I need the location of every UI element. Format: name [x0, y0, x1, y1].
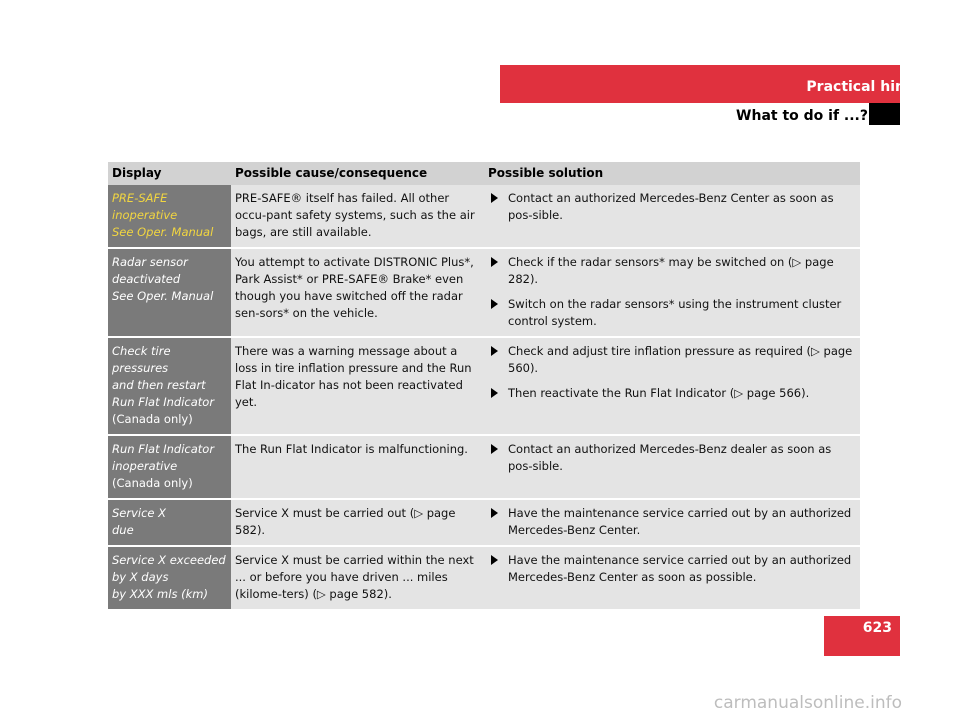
fault-table: [108, 162, 860, 611]
display-line: deactivated: [112, 272, 181, 286]
display-line: Service X: [112, 506, 167, 520]
solution-item: [488, 385, 856, 402]
table-row: [108, 435, 860, 499]
display-message: [108, 499, 231, 546]
solution-text: Switch on the radar sensors* using the instrument cluster control system.: [508, 297, 842, 328]
column-header-solution: Possible solution: [484, 162, 860, 185]
column-header-display: Display: [108, 162, 231, 185]
solution-cell: [484, 248, 860, 337]
display-line: inoperative: [112, 459, 178, 473]
solution-item: [488, 441, 856, 475]
table-row: [108, 546, 860, 610]
table-row: [108, 337, 860, 435]
display-line: and then restart: [112, 378, 206, 392]
solution-item: [488, 505, 856, 539]
table-header-row: [108, 162, 860, 185]
cause-text: You attempt to activate DISTRONIC Plus*, Park Assist* or PRE-SAFE® Brake* even though you have switched off the radar sen-sors* on the vehicle.: [231, 248, 484, 337]
display-message: [108, 185, 231, 248]
display-line: Radar sensor: [112, 255, 188, 269]
solution-cell: [484, 499, 860, 546]
cause-text: Service X must be carried within the next ... or before you have driven ... miles (kilome-ters) (▷ page 582).: [231, 546, 484, 610]
section-title: Practical hints: [806, 79, 920, 95]
solution-cell: [484, 337, 860, 435]
solution-cell: [484, 435, 860, 499]
display-line: PRE-SAFE: [112, 191, 168, 205]
column-header-cause: Possible cause/consequence: [231, 162, 484, 185]
display-line: by X days: [112, 570, 169, 584]
solution-item: [488, 343, 856, 377]
watermark: carmanualsonline.info: [713, 693, 902, 713]
display-line: inoperative: [112, 208, 178, 222]
bullet-arrow-icon: [491, 388, 498, 398]
bullet-arrow-icon: [491, 299, 498, 309]
solution-item: [488, 190, 856, 224]
display-message: [108, 546, 231, 610]
solution-cell: [484, 546, 860, 610]
table-row: [108, 248, 860, 337]
bullet-arrow-icon: [491, 508, 498, 518]
page-number: 623: [862, 620, 892, 636]
solution-text: Contact an authorized Mercedes-Benz Center as soon as pos-sible.: [508, 191, 834, 222]
cause-text: The Run Flat Indicator is malfunctioning.: [231, 435, 484, 499]
header-marker: [869, 103, 900, 125]
display-line: due: [112, 523, 134, 537]
display-note: (Canada only): [112, 476, 193, 490]
solution-text: Have the maintenance service carried out by an authorized Mercedes-Benz Center as soon as possible.: [508, 553, 852, 584]
solution-text: Contact an authorized Mercedes-Benz dealer as soon as pos-sible.: [508, 442, 832, 473]
display-message: [108, 337, 231, 435]
solution-item: [488, 296, 856, 330]
table-row: [108, 185, 860, 248]
display-line: Run Flat Indicator: [112, 442, 215, 456]
table-row: [108, 499, 860, 546]
bullet-arrow-icon: [491, 193, 498, 203]
display-message: [108, 248, 231, 337]
solution-item: [488, 552, 856, 586]
display-line: See Oper. Manual: [112, 289, 214, 303]
bullet-arrow-icon: [491, 257, 498, 267]
display-line: Check tire pressures: [112, 344, 171, 375]
table-body: [108, 185, 860, 610]
solution-text: Have the maintenance service carried out by an authorized Mercedes-Benz Center.: [508, 506, 852, 537]
solution-cell: [484, 185, 860, 248]
bullet-arrow-icon: [491, 555, 498, 565]
cause-text: Service X must be carried out (▷ page 582).: [231, 499, 484, 546]
display-line: See Oper. Manual: [112, 225, 214, 239]
display-line: by XXX mls (km): [112, 587, 208, 601]
cause-text: PRE-SAFE® itself has failed. All other occu-pant safety systems, such as the air bags, are still available.: [231, 185, 484, 248]
solution-text: Then reactivate the Run Flat Indicator (▷ page 566).: [508, 386, 810, 400]
bullet-arrow-icon: [491, 346, 498, 356]
display-message: [108, 435, 231, 499]
display-line: Run Flat Indicator: [112, 395, 215, 409]
solution-text: Check and adjust tire inflation pressure as required (▷ page 560).: [508, 344, 853, 375]
display-line: Service X exceeded: [112, 553, 226, 567]
solution-item: [488, 254, 856, 288]
solution-text: Check if the radar sensors* may be switched on (▷ page 282).: [508, 255, 834, 286]
cause-text: There was a warning message about a loss in tire inflation pressure and the Run Flat In-dicator has not been reactivated yet.: [231, 337, 484, 435]
bullet-arrow-icon: [491, 444, 498, 454]
display-note: (Canada only): [112, 412, 193, 426]
page-subtitle: What to do if ...?: [736, 108, 868, 124]
